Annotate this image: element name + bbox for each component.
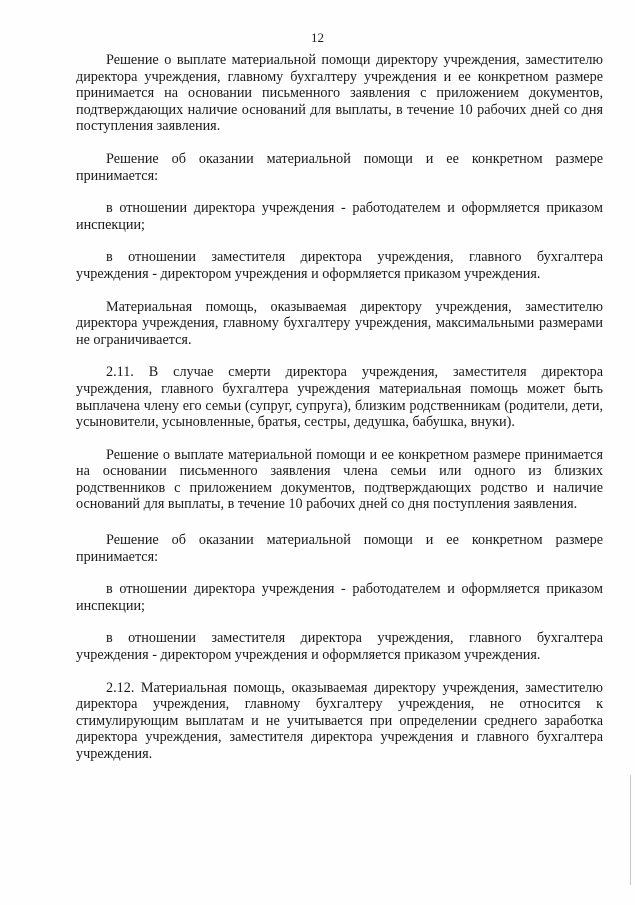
paragraph-deputy-order-2: в отношении заместителя директора учреждения, главного бухгалтера учреждения - директором учреждения и оформляется приказом учреждения. xyxy=(76,630,603,664)
paragraph-family-decision: Решение о выплате материальной помощи и ее конкретном размере принимается на основании письменного заявления члена семьи или одного из близких родственников с приложением документов, подтверждающих родство и наличие оснований для выплаты, в течение 10 рабочих дней со дня поступления заявления. xyxy=(76,446,603,513)
paragraph-director-order: в отношении директора учреждения - работодателем и оформляется приказом инспекции; xyxy=(76,200,603,233)
document-body xyxy=(76,52,603,763)
scan-edge-mark xyxy=(630,775,631,885)
paragraph-section-2-12: 2.12. Материальная помощь, оказываемая директору учреждения, заместителю директора учреждения, главному бухгалтеру учреждения, не относится к стимулирующим выплатам и не учитывается при определении среднего заработка директора учреждения, заместителя директора учреждения и главного бухгалтера учреждения. xyxy=(76,679,603,762)
paragraph-no-limit: Материальная помощь, оказываемая директору учреждения, заместителю директора учреждения, главному бухгалтеру учреждения, максимальными размерами не ограничивается. xyxy=(76,298,603,348)
paragraph-decision-payment: Решение о выплате материальной помощи директору учреждения, заместителю директора учреждения, главному бухгалтеру учреждения и ее конкретном размере принимается на основании письменного заявления с приложением документов, подтверждающих наличие оснований для выплаты, в течение 10 рабочих дней со дня поступления заявления. xyxy=(76,52,603,135)
paragraph-director-order-2: в отношении директора учреждения - работодателем и оформляется приказом инспекции; xyxy=(76,581,603,614)
paragraph-section-2-11: 2.11. В случае смерти директора учреждения, заместителя директора учреждения, главного бухгалтера учреждения материальная помощь может быть выплачена члену его семьи (супруг, супруга), близким родственникам (родители, дети, усыновители, усыновленные, братья, сестры, дедушка, бабушка, внуки). xyxy=(76,364,603,431)
paragraph-decision-intro: Решение об оказании материальной помощи и ее конкретном размере принимается: xyxy=(76,150,603,184)
page-number: 12 xyxy=(311,30,324,45)
paragraph-decision-intro-2: Решение об оказании материальной помощи и ее конкретном размере принимается: xyxy=(76,532,603,565)
paragraph-deputy-order: в отношении заместителя директора учреждения, главного бухгалтера учреждения - директором учреждения и оформляется приказом учреждения. xyxy=(76,249,603,282)
